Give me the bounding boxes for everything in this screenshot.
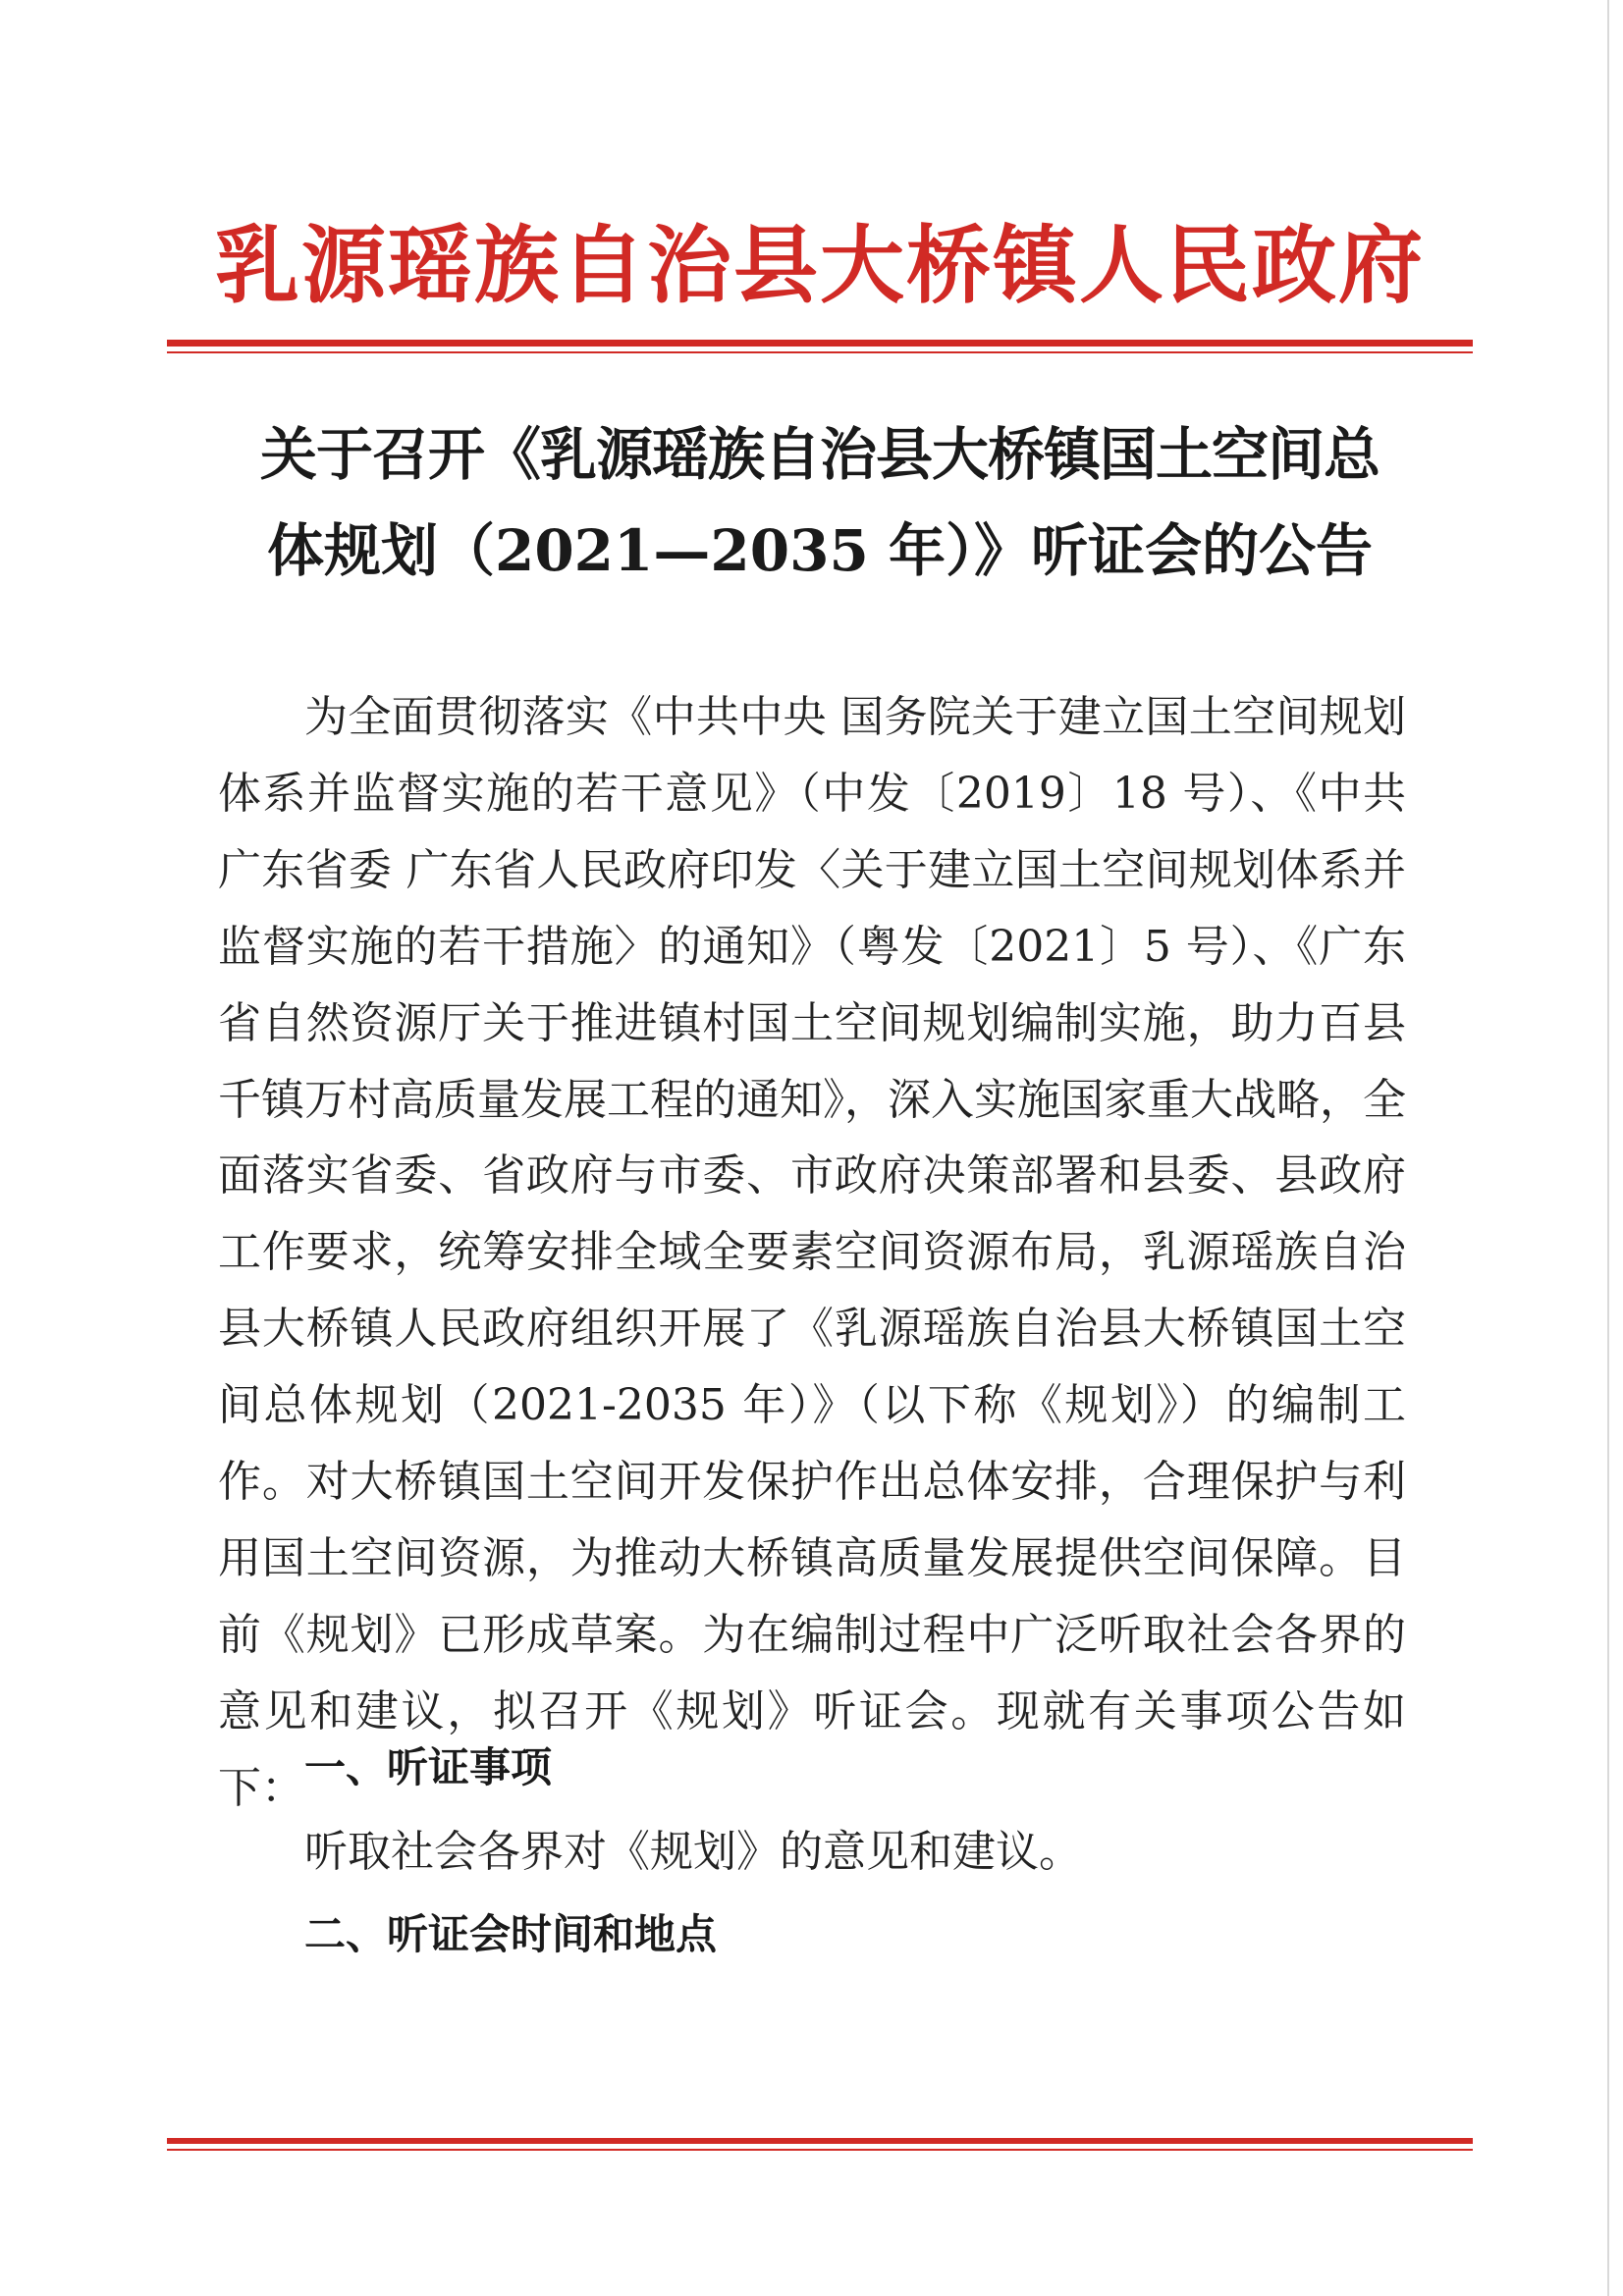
- masthead-rule-thin: [167, 351, 1473, 353]
- page-edge-line: [1607, 0, 1609, 2296]
- section-heading-1: 一、听证事项: [304, 1743, 553, 1791]
- footer-rule-thin: [167, 2149, 1473, 2151]
- section-heading-2: 二、听证会时间和地点: [304, 1910, 718, 1958]
- section-1-text: 听取社会各界对《规划》的意见和建议。: [304, 1827, 1082, 1877]
- body-paragraph: 为全面贯彻落实《中共中央 国务院关于建立国土空间规划体系并监督实施的若干意见》（中发〔2019〕18 号）、《中共广东省委 广东省人民政府印发〈关于建立国土空间规划体系并监督实施的若干措施〉的通知》（粤发〔2021〕5 号）、《广东省自然资源厅关于推进镇村国土空间规划编制实施，助力百县千镇万村高质量发展工程的通知》，深入实施国家重大战略，全面落实省委、省政府与市委、市政府决策部署和县委、县政府工作要求，统筹安排全域全要素空间资源布局，乳源瑶族自治县大桥镇人民政府组织开展了《乳源瑶族自治县大桥镇国土空间总体规划（2021-2035 年）》（以下称《规划》）的编制工作。对大桥镇国土空间开发保护作出总体安排，合理保护与利用国土空间资源，为推动大桥镇高质量发展提供空间保障。目前《规划》已形成草案。为在编制过程中广泛听取社会各界的意见和建议，拟召开《规划》听证会。现就有关事项公告如下：: [218, 692, 1406, 1813]
- document-title-line-2: 体规划（2021—2035 年）》听证会的公告: [266, 517, 1374, 584]
- masthead-title: 乳源瑶族自治县大桥镇人民政府: [215, 217, 1425, 315]
- document-title-line-1: 关于召开《乳源瑶族自治县大桥镇国土空间总: [259, 421, 1380, 488]
- footer-rule-thick: [167, 2138, 1473, 2144]
- masthead-rule-thick: [167, 340, 1473, 347]
